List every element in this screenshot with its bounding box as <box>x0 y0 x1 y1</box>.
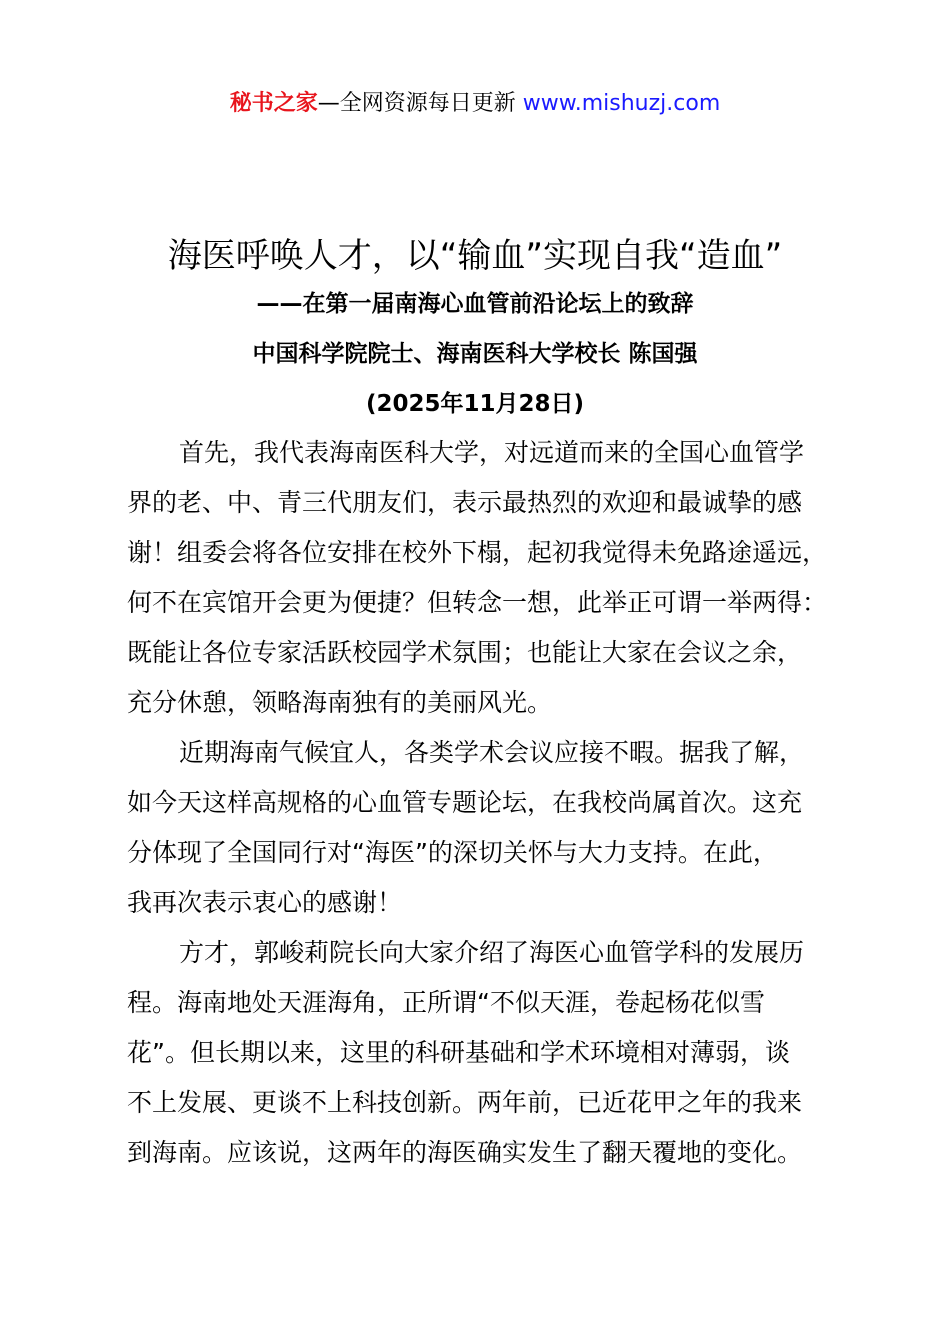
paragraph-line: 不上发展、更谈不上科技创新。两年前，已近花甲之年的我来 <box>127 1088 803 1117</box>
paragraph-line: 近期海南气候宜人，各类学术会议应接不暇。据我了解， <box>179 738 805 767</box>
document-author: 中国科学院院士、海南医科大学校长 陈国强 <box>252 341 698 367</box>
paragraph-line: 何不在宾馆开会更为便捷？但转念一想，此举正可谓一举两得： <box>127 588 828 617</box>
document-body <box>127 428 857 1178</box>
paragraph-line: 首先，我代表海南医科大学，对远道而来的全国心血管学 <box>179 438 805 467</box>
paragraph-line: 充分休憩，领略海南独有的美丽风光。 <box>127 688 553 717</box>
paragraph-line: 花”。但长期以来，这里的科研基础和学术环境相对薄弱，谈 <box>127 1038 790 1067</box>
paragraph-line: 谢！组委会将各位安排在校外下榻，起初我觉得未免路途遥远， <box>127 538 828 567</box>
paragraph-line: 我再次表示衷心的感谢！ <box>127 888 403 917</box>
paragraph-line: 到海南。应该说，这两年的海医确实发生了翻天覆地的变化。 <box>127 1138 803 1167</box>
paragraph <box>127 428 857 728</box>
paragraph <box>127 728 857 928</box>
document-title: 海医呼唤人才，以“输血”实现自我“造血” <box>167 236 783 276</box>
paragraph <box>127 928 857 1178</box>
document-subtitle: ——在第一届南海心血管前沿论坛上的致辞 <box>256 291 694 317</box>
paragraph-line: 分体现了全国同行对“海医”的深切关怀与大力支持。在此， <box>127 838 778 867</box>
paragraph-line: 如今天这样高规格的心血管专题论坛，在我校尚属首次。这充 <box>127 788 803 817</box>
site-brand: 秘书之家 <box>229 91 318 116</box>
site-url-link[interactable]: www.mishuzj.com <box>522 91 721 116</box>
paragraph-line: 既能让各位专家活跃校园学术氛围；也能让大家在会议之余， <box>127 638 803 667</box>
document-date: (2025年11月28日) <box>365 391 585 417</box>
paragraph-line: 程。海南地处天涯海角，正所谓“不似天涯，卷起杨花似雪 <box>127 988 765 1017</box>
site-tagline: —全网资源每日更新 <box>317 91 523 116</box>
paragraph-line: 方才，郭峻莉院长向大家介绍了海医心血管学科的发展历 <box>179 938 805 967</box>
site-banner <box>0 88 950 120</box>
paragraph-line: 界的老、中、青三代朋友们，表示最热烈的欢迎和最诚挚的感 <box>127 488 803 517</box>
